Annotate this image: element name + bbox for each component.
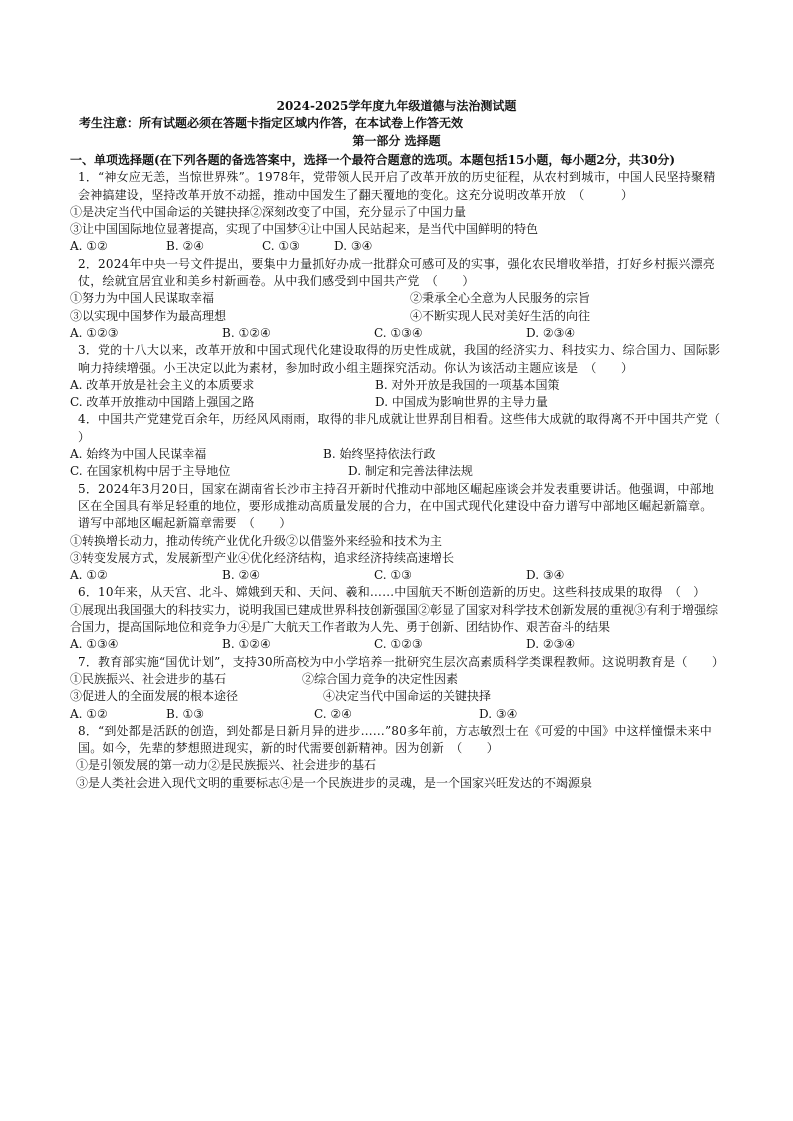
choice: C. ①③④ — [374, 325, 423, 340]
option: ④决定当代中国命运的关键抉择 — [323, 689, 492, 704]
choice: D. ②③④ — [526, 325, 576, 340]
choice: A. ①② — [70, 568, 108, 583]
question-4-options — [70, 463, 722, 480]
choice: A. 始终为中国人民谋幸福 — [70, 447, 207, 462]
section-heading: 一、单项选择题(在下列各题的备选答案中，选择一个最符合题意的选项。本题包括15小题，每小题2分，共30分) — [70, 153, 676, 167]
question-4-options — [70, 446, 722, 463]
question-1-option-line: ③让中国国际地位显著提高，实现了中国梦④让中国人民站起来，是当代中国鲜明的特色 — [70, 222, 539, 237]
choice: B. ①②④ — [222, 637, 271, 652]
choice: A. 改革开放是社会主义的本质要求 — [70, 377, 255, 392]
choice: C. 在国家机构中居于主导地位 — [70, 464, 231, 479]
choice: C. ②④ — [314, 706, 352, 721]
choice: B. ①③ — [166, 706, 204, 721]
question-6-options: ①展现出我国强大的科技实力，说明我国已建成世界科技创新强国②彰显了国家对科学技术创新发展的重视③有利于增强综合国力，提高国际地位和竞争力④是广大航天工作者敢为人先、勇于创新、团结协作、艰苦奋斗的结果 — [70, 602, 719, 635]
choice: D. ③④ — [526, 568, 565, 583]
question-5-option-line: ①转换增长动力，推动传统产业优化升级②以借鉴外来经验和技术为主 — [70, 533, 443, 548]
choice: C. 改革开放推动中国踏上强国之路 — [70, 395, 255, 410]
question-2-options — [70, 290, 722, 307]
option: ④不断实现人民对美好生活的向往 — [410, 308, 591, 323]
choice: A. ①③④ — [70, 637, 119, 652]
question-1-choices — [70, 238, 722, 255]
choice: B. ①②④ — [222, 325, 271, 340]
question-content — [70, 152, 745, 792]
choice: B. 始终坚持依法行政 — [323, 447, 436, 462]
option: ②综合国力竞争的决定性因素 — [302, 671, 459, 686]
choice: B. 对外开放是我国的一项基本国策 — [375, 377, 560, 392]
choice: C. ①②③ — [374, 637, 423, 652]
question-1-stem: 1．“神女应无恙，当惊世界殊”。1978年，党带领人民开启了改革开放的历史征程，从农村到城市，中国人民坚持聚精会神搞建设，坚持改革开放不动摇，推动中国发生了翻天覆地的变化。这充分说明改革开放 （ ） — [78, 170, 716, 202]
question-7-options — [70, 671, 722, 688]
choice: C. ①③ — [262, 239, 300, 254]
option: ③以实现中国梦作为最高理想 — [70, 308, 227, 323]
question-6-stem: 6．10年来，从天宫、北斗、嫦娥到天和、天问、羲和……中国航天不断创造新的历史。这些科技成果的取得 （ ） — [78, 585, 706, 600]
question-7-options — [70, 688, 722, 705]
choice: D. ③④ — [479, 706, 518, 721]
question-8-option-line: ①是引领发展的第一动力②是民族振兴、社会进步的基石 — [76, 758, 377, 773]
choice: A. ①②③ — [70, 325, 119, 340]
exam-title: 2024-2025学年度九年级道德与法治测试题 — [276, 99, 517, 113]
question-2-stem: 2．2024年中央一号文件提出，要集中力量抓好办成一批群众可感可及的实事，强化农民增收举措，打好乡村振兴漂亮仗，绘就宜居宜业和美乡村新画卷。从中我们感受到中国共产党 （ ） — [78, 256, 715, 289]
choice: D. ③④ — [334, 239, 373, 254]
question-4-stem: 4．中国共产党建党百余年，历经风风雨雨，取得的非凡成就让世界刮目相看。这些伟大成就的取得离不开中国共产党（ ） — [78, 412, 745, 444]
question-2-options — [70, 308, 722, 325]
candidate-notice: 考生注意：所有试题必须在答题卡指定区域内作答，在本试卷上作答无效 — [79, 116, 464, 130]
question-8-option-line: ③是人类社会进入现代文明的重要标志④是一个民族进步的灵魂，是一个国家兴旺发达的不竭源泉 — [76, 775, 593, 790]
part-heading: 第一部分 选择题 — [352, 134, 441, 148]
choice: B. ②④ — [166, 239, 204, 254]
question-1-option-line: ①是决定当代中国命运的关键抉择②深刻改变了中国，充分显示了中国力量 — [70, 204, 467, 219]
question-5-option-line: ③转变发展方式，发展新型产业④优化经济结构，追求经济持续高速增长 — [70, 550, 455, 565]
question-3-options — [70, 394, 722, 411]
choice: B. ②④ — [222, 568, 260, 583]
choice: D. ②③④ — [526, 637, 576, 652]
question-2-choices — [70, 325, 722, 342]
question-7-choices — [70, 706, 722, 723]
question-3-stem: 3．党的十八大以来，改革开放和中国式现代化建设取得的历史性成就，我国的经济实力、科技实力、综合国力、国际影响力持续增强。小王决定以此为素材，参加时政小组主题探究活动。你认为该活动主题应该是 （ ） — [78, 343, 721, 375]
question-5-choices — [70, 567, 722, 584]
choice: C. ①③ — [374, 568, 412, 583]
choice: D. 中国成为影响世界的主导力量 — [375, 395, 548, 410]
choice: A. ①② — [70, 239, 108, 254]
question-6-choices — [70, 636, 722, 653]
option: ①努力为中国人民谋取幸福 — [70, 291, 215, 306]
option: ②秉承全心全意为人民服务的宗旨 — [410, 291, 591, 306]
choice: A. ①② — [70, 706, 108, 721]
question-7-stem: 7．教育部实施“国优计划”，支持30所高校为中小学培养一批研究生层次高素质科学类课程教师。这说明教育是（ ） — [78, 654, 725, 669]
option: ③促进人的全面发展的根本途径 — [70, 689, 239, 704]
choice: D. 制定和完善法律法规 — [348, 464, 473, 479]
question-3-options — [70, 377, 722, 394]
option: ①民族振兴、社会进步的基石 — [70, 671, 227, 686]
question-5-stem: 5．2024年3月20日，国家在湖南省长沙市主持召开新时代推动中部地区崛起座谈会并发表重要讲话。他强调，中部地区在全国具有举足轻重的地位，要形成推动高质量发展的合力，在中国式现代化建设中奋力谱写中部地区崛起新篇章。谱写中部地区崛起新篇章需要 （ ） — [78, 481, 715, 531]
question-8-stem: 8．“到处都是活跃的创造，到处都是日新月异的进步……”80多年前，方志敏烈士在《可爱的中国》中这样憧憬未来中国。如今，先辈的梦想照进现实，新的时代需要创新精神。因为创新 （ ） — [78, 723, 712, 756]
